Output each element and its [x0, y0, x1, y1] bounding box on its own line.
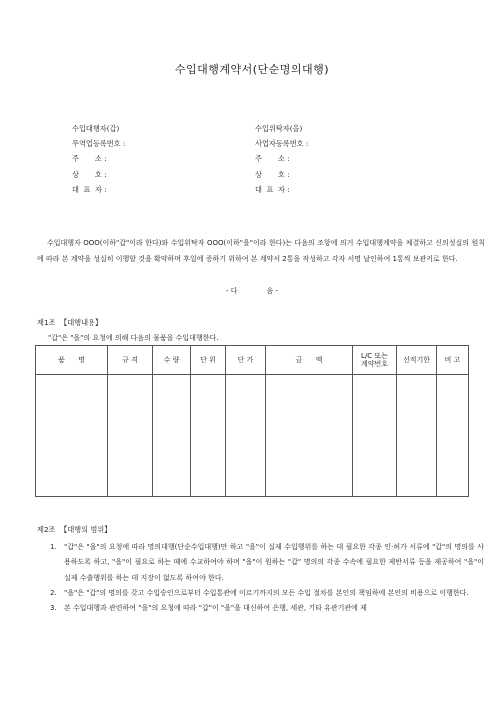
- table-cell[interactable]: [397, 375, 437, 497]
- list-item: [50, 586, 484, 601]
- table-cell[interactable]: [36, 375, 108, 497]
- list-item-text: "을"은 "갑"의 명의를 갖고 수입승인으로부터 수입통관에 이르기까지의 모든 수입 절차를 본인의 책임하에 본인의 비용으로 이행한다.: [64, 588, 469, 597]
- header-item-name: 품 명: [36, 346, 108, 375]
- intro-paragraph: 수입대행자 OOO(이하"갑"이라 한다)와 수입위탁자 OOO(이하"을"이라 한다)는 다음의 조항에 의거 수입대행계약을 체결하고 신의성실의 원칙에 따라 본 계약을 성실히 이행할 것을 확약하며 후일에 증하기 위하여 본 계약서 2통을 작성하고 각자 서명 날인하여 1통씩 보관키로 한다.: [37, 239, 485, 263]
- party-a-block: [72, 121, 125, 197]
- article1-heading: 제1조 【대행내용】: [37, 318, 103, 327]
- list-item-text: 본 수입대행과 관련하여 "을"의 요청에 따라 "갑"이 "을"을 대신하여 은행, 세관, 기타 유관기관에 제: [64, 604, 367, 613]
- party-a-representative: 대 표 자 :: [72, 184, 107, 194]
- list-item-number: 1.: [50, 543, 57, 551]
- header-unit: 단 위: [191, 346, 226, 375]
- table-cell[interactable]: [226, 375, 266, 497]
- party-a-name: 수입대행자(갑): [72, 124, 120, 133]
- table-cell[interactable]: [437, 375, 469, 497]
- party-b-business-no: 사업자등록번호 :: [255, 139, 309, 149]
- party-a-business-no: 무역업등록번호 :: [72, 139, 126, 149]
- goods-table: [35, 345, 469, 497]
- table-row: [36, 375, 469, 497]
- list-item-number: 2.: [50, 588, 57, 597]
- table-cell[interactable]: [191, 375, 226, 497]
- header-remarks: 비 고: [437, 346, 469, 375]
- table-cell[interactable]: [266, 375, 353, 497]
- header-quantity: 수 량: [153, 346, 191, 375]
- article2-heading: 제2조 【대행의 범위】: [37, 525, 112, 534]
- header-lc-contract-no: L/C 또는 계약번호: [353, 346, 397, 375]
- table-cell[interactable]: [353, 375, 397, 497]
- party-a-company: 상 호 :: [72, 169, 107, 179]
- article1-body: "갑"은 "을"의 요청에 의해 다음의 물품을 수입대행한다.: [48, 334, 219, 342]
- list-item-text: "갑"은 "을"의 요청에 따라 명의대행(단순수입대행)만 하고 "을"이 실제 수입행위를 하는 데 필요한 각종 인·허가 서류에 "갑"의 명의를 사용하도록 하고, "을"이 필요로 하는 때에 수교하여야 하며 "을"이 원하는 "갑" 명의의 각종 수속에 필요한 제반서류 등을 제공하여 "을"이 실제 수출행위를 하는 데 지장이 없도록 하여야 한다.: [64, 543, 484, 582]
- header-shipping-deadline: 선적기한: [397, 346, 437, 375]
- header-unit-price: 단 가: [226, 346, 266, 375]
- table-header-row: [36, 346, 469, 375]
- list-item: [50, 601, 484, 616]
- party-b-representative: 대 표 자 :: [255, 184, 290, 194]
- article2-list: [50, 540, 484, 616]
- table-cell[interactable]: [108, 375, 153, 497]
- party-b-name: 수입위탁자(을): [255, 124, 303, 133]
- party-b-address: 주 소 :: [255, 154, 290, 164]
- party-b-block: [255, 121, 308, 197]
- list-item-number: 3.: [50, 604, 57, 613]
- header-amount: 금 액: [266, 346, 353, 375]
- table-cell[interactable]: [153, 375, 191, 497]
- da-heading: - 다 음 -: [226, 287, 278, 295]
- header-spec: 규 격: [108, 346, 153, 375]
- document-title: 수입대행계약서(단순명의대행): [174, 63, 330, 76]
- party-b-company: 상 호 :: [255, 169, 290, 179]
- party-a-address: 주 소 :: [72, 154, 107, 164]
- list-item: [50, 540, 484, 586]
